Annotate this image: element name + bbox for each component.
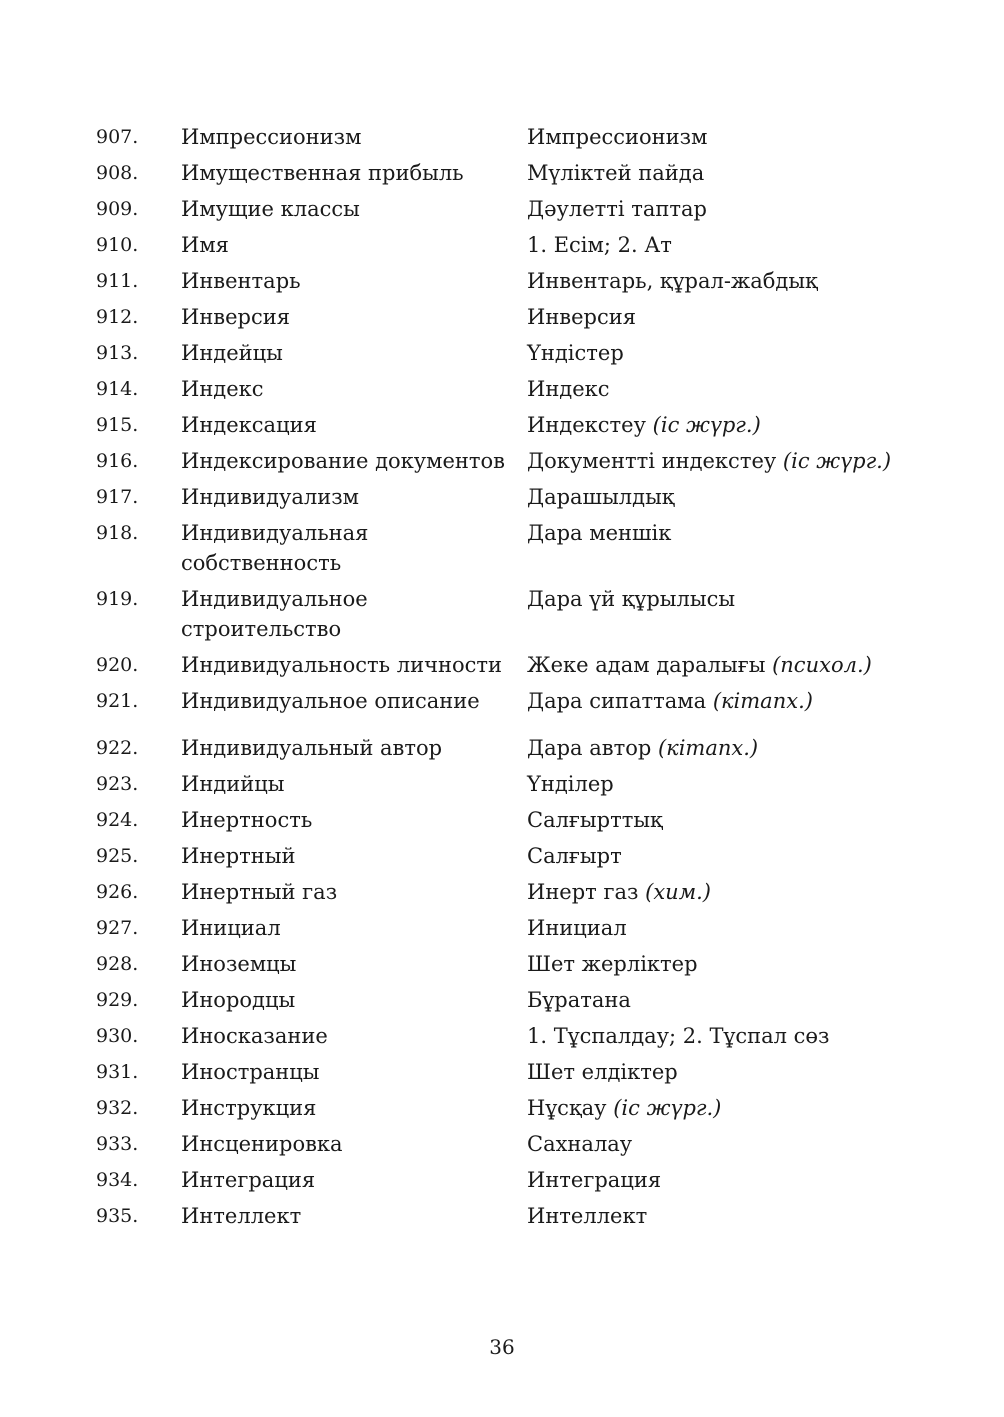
entry-number: 933. [96, 1133, 139, 1155]
kazakh-term: Инициал [527, 916, 627, 940]
kazakh-translation [527, 158, 916, 188]
entry-number: 914. [96, 378, 139, 400]
entry-number: 929. [96, 989, 139, 1011]
entry-number: 932. [96, 1097, 139, 1119]
kazakh-translation [527, 518, 916, 548]
entry-row [96, 949, 916, 979]
kazakh-translation [527, 686, 916, 716]
kazakh-term: Импрессионизм [527, 125, 708, 149]
russian-term: Индекс [181, 377, 264, 401]
entry-list [96, 122, 916, 1237]
entry-row [96, 805, 916, 835]
russian-term: Индийцы [181, 772, 285, 796]
russian-term: Импрессионизм [181, 125, 362, 149]
kazakh-term: Шет елдіктер [527, 1060, 678, 1084]
entry-row [96, 913, 916, 943]
usage-note: (психол.) [772, 653, 872, 677]
kazakh-translation [527, 1021, 916, 1051]
entry-row [96, 194, 916, 224]
usage-note: (іс жүрг.) [613, 1096, 722, 1120]
entry-row [96, 1129, 916, 1159]
entry-row [96, 769, 916, 799]
entry-row [96, 584, 916, 644]
kazakh-term: Инерт газ [527, 880, 639, 904]
kazakh-translation [527, 302, 916, 332]
kazakh-translation [527, 841, 916, 871]
entry-number: 928. [96, 953, 139, 975]
usage-note: (іс жүрг.) [782, 449, 892, 473]
kazakh-translation [527, 1093, 916, 1123]
entry-row [96, 266, 916, 296]
entry-number: 918. [96, 522, 139, 544]
kazakh-translation [527, 949, 916, 979]
kazakh-term: Дара автор [527, 736, 652, 760]
kazakh-translation [527, 877, 916, 907]
russian-term: Инородцы [181, 988, 296, 1012]
kazakh-term: Интеллект [527, 1204, 648, 1228]
russian-term: Индейцы [181, 341, 283, 365]
entry-row [96, 230, 916, 260]
kazakh-term: Дарашылдық [527, 485, 675, 509]
entry-row [96, 518, 916, 578]
kazakh-translation [527, 985, 916, 1015]
entry-row [96, 482, 916, 512]
russian-term: Индивидуальное строительство [181, 587, 368, 641]
entry-number: 927. [96, 917, 139, 939]
kazakh-translation [527, 1129, 916, 1159]
kazakh-term: Шет жерліктер [527, 952, 698, 976]
kazakh-translation [527, 1201, 916, 1231]
russian-term: Имущественная прибыль [181, 161, 464, 185]
kazakh-translation [527, 733, 916, 763]
russian-term: Интеллект [181, 1204, 302, 1228]
kazakh-term: Нұсқау [527, 1096, 607, 1120]
entry-number: 908. [96, 162, 139, 184]
russian-term: Имя [181, 233, 229, 257]
entry-number: 917. [96, 486, 139, 508]
entry-number: 907. [96, 126, 139, 148]
usage-note: (кітапх.) [657, 736, 759, 760]
kazakh-term: Үндістер [527, 341, 624, 365]
kazakh-term: Интеграция [527, 1168, 662, 1192]
kazakh-term: Инвентарь, құрал-жабдық [527, 269, 818, 293]
kazakh-translation [527, 482, 916, 512]
kazakh-translation [527, 913, 916, 943]
russian-term: Иностранцы [181, 1060, 320, 1084]
kazakh-term: Мүліктей пайда [527, 161, 705, 185]
entry-number: 930. [96, 1025, 139, 1047]
kazakh-translation [527, 338, 916, 368]
usage-note: (кітапх.) [712, 689, 813, 713]
entry-number: 926. [96, 881, 139, 903]
entry-number: 921. [96, 690, 139, 712]
entry-number: 935. [96, 1205, 139, 1227]
russian-term: Инструкция [181, 1096, 317, 1120]
entry-row [96, 841, 916, 871]
kazakh-term: Дәулетті таптар [527, 197, 707, 221]
kazakh-term: Дара сипаттама [527, 689, 707, 713]
kazakh-term: Дара меншік [527, 521, 672, 545]
entry-number: 910. [96, 234, 139, 256]
entry-row [96, 1093, 916, 1123]
page-number: 36 [489, 1335, 515, 1359]
entry-number: 916. [96, 450, 139, 472]
russian-term: Индексация [181, 413, 317, 437]
kazakh-translation [527, 266, 916, 296]
entry-number: 911. [96, 270, 139, 292]
kazakh-translation [527, 410, 916, 440]
russian-term: Индивидуальное описание [181, 689, 480, 713]
kazakh-translation [527, 769, 916, 799]
entry-row [96, 650, 916, 680]
entry-row [96, 877, 916, 907]
kazakh-translation [527, 122, 916, 152]
kazakh-term: Салғырт [527, 844, 622, 868]
kazakh-translation [527, 584, 916, 614]
kazakh-term: 1. Тұспалдау; 2. Тұспал сөз [527, 1024, 830, 1048]
russian-term: Иносказание [181, 1024, 328, 1048]
russian-term: Интеграция [181, 1168, 316, 1192]
entry-row [96, 686, 916, 716]
entry-number: 925. [96, 845, 139, 867]
entry-row [96, 1057, 916, 1087]
russian-term: Инертный [181, 844, 296, 868]
entry-number: 913. [96, 342, 139, 364]
kazakh-translation [527, 805, 916, 835]
entry-number: 931. [96, 1061, 139, 1083]
entry-row [96, 122, 916, 152]
entry-number: 922. [96, 737, 139, 759]
entry-row [96, 985, 916, 1015]
kazakh-term: Бұратана [527, 988, 631, 1012]
kazakh-term: Үнділер [527, 772, 614, 796]
kazakh-translation [527, 1165, 916, 1195]
russian-term: Инертный газ [181, 880, 338, 904]
entry-number: 923. [96, 773, 139, 795]
entry-row [96, 1165, 916, 1195]
kazakh-translation [527, 374, 916, 404]
entry-number: 915. [96, 414, 139, 436]
usage-note: (хим.) [645, 880, 711, 904]
russian-term: Индивидуальный автор [181, 736, 443, 760]
entry-row [96, 446, 916, 476]
russian-term: Инвентарь [181, 269, 301, 293]
kazakh-term: Салғырттық [527, 808, 663, 832]
entry-number: 920. [96, 654, 139, 676]
entry-row [96, 302, 916, 332]
entry-row [96, 338, 916, 368]
kazakh-term: 1. Есім; 2. Ат [527, 233, 672, 257]
kazakh-term: Документті индекстеу [527, 449, 777, 473]
russian-term: Индивидуальная собственность [181, 521, 369, 575]
russian-term: Индивидуальность личности [181, 653, 502, 677]
kazakh-translation [527, 446, 916, 476]
kazakh-translation [527, 1057, 916, 1087]
entry-number: 934. [96, 1169, 139, 1191]
entry-row [96, 1201, 916, 1231]
usage-note: (іс жүрг.) [652, 413, 761, 437]
entry-number: 909. [96, 198, 139, 220]
kazakh-term: Индекстеу [527, 413, 646, 437]
entry-row [96, 733, 916, 763]
kazakh-translation [527, 230, 916, 260]
entry-row [96, 1021, 916, 1051]
russian-term: Инициал [181, 916, 281, 940]
russian-term: Индексирование документов [181, 449, 505, 473]
kazakh-translation [527, 194, 916, 224]
kazakh-term: Сахналау [527, 1132, 633, 1156]
kazakh-term: Инверсия [527, 305, 637, 329]
russian-term: Инверсия [181, 305, 291, 329]
entry-number: 912. [96, 306, 139, 328]
kazakh-term: Индекс [527, 377, 610, 401]
entry-number: 919. [96, 588, 139, 610]
russian-term: Инертность [181, 808, 313, 832]
entry-row [96, 374, 916, 404]
russian-term: Имущие классы [181, 197, 360, 221]
entry-row [96, 158, 916, 188]
russian-term: Иноземцы [181, 952, 297, 976]
entry-row [96, 410, 916, 440]
entry-number: 924. [96, 809, 139, 831]
kazakh-term: Жеке адам даралығы [527, 653, 766, 677]
kazakh-translation [527, 650, 916, 680]
russian-term: Индивидуализм [181, 485, 359, 509]
russian-term: Инсценировка [181, 1132, 343, 1156]
kazakh-term: Дара үй құрылысы [527, 587, 736, 611]
